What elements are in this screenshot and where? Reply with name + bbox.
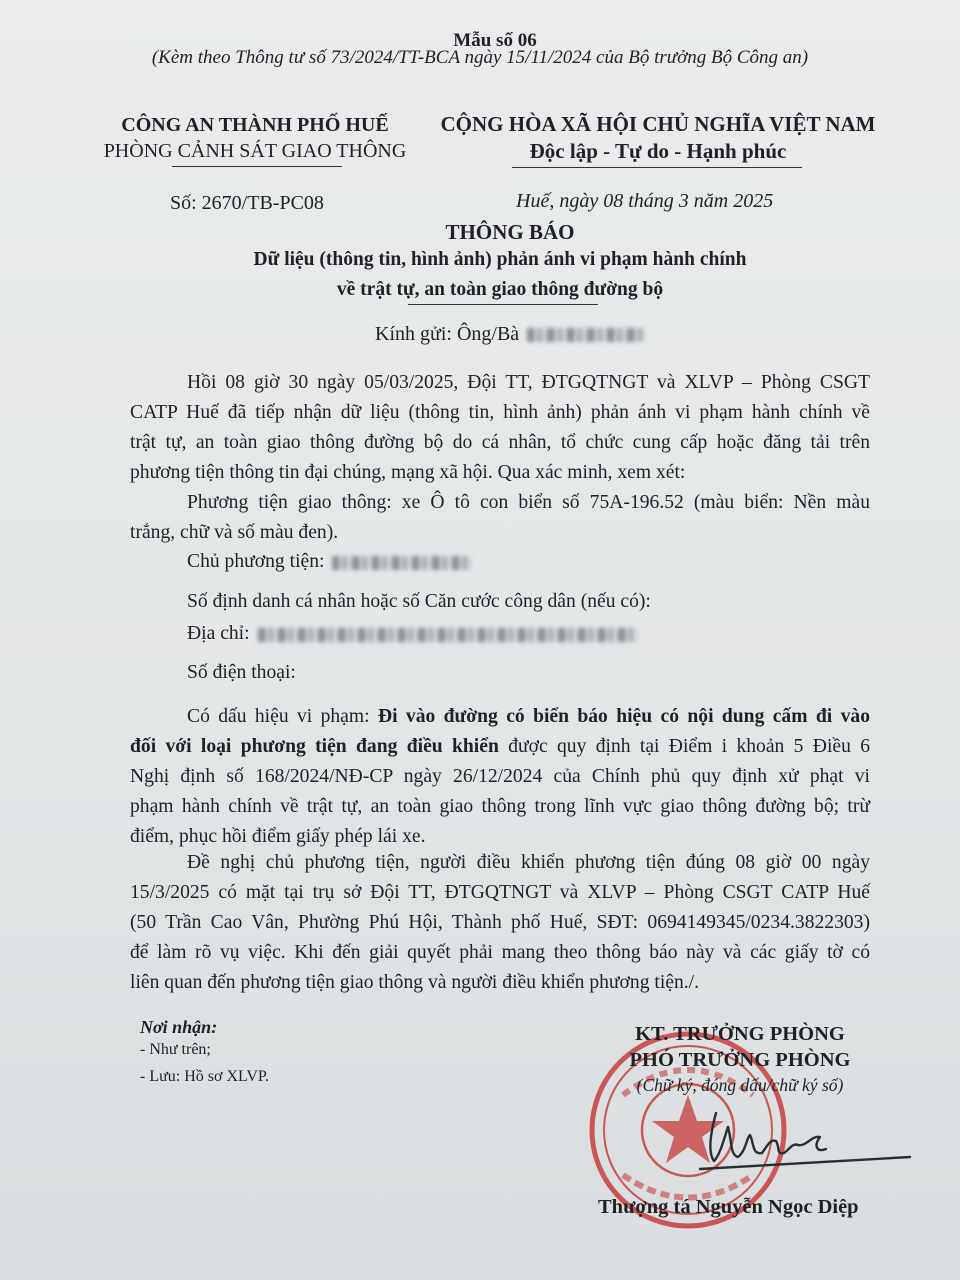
- request-paragraph: [130, 848, 870, 998]
- vehicle-paragraph: [130, 488, 870, 548]
- salutation-label: Kính gửi: Ông/Bà: [375, 323, 520, 345]
- vehicle-line: trắng, chữ và số màu đen).: [130, 522, 339, 543]
- id-field: Số định danh cá nhân hoặc số Căn cước công dân (nếu có):: [187, 591, 651, 612]
- redacted-owner: [332, 556, 472, 570]
- address-field: [187, 623, 638, 645]
- violation-paragraph: [130, 702, 870, 852]
- recipient-item: - Như trên;: [140, 1041, 211, 1058]
- issuing-department: PHÒNG CẢNH SÁT GIAO THÔNG: [103, 140, 407, 162]
- intro-line: CATP Huế đã tiếp nhận dữ liệu (thông tin, hình ảnh) phản ánh vi phạm hành chính về: [130, 402, 870, 423]
- violation-description-cont: đối với loại phương tiện đang điều khiển: [130, 736, 499, 757]
- notice-title: THÔNG BÁO: [445, 220, 575, 244]
- violation-line: điểm, phục hồi điểm giấy phép lái xe.: [130, 826, 426, 847]
- violation-line: Nghị định số 168/2024/NĐ-CP ngày 26/12/2024 của Chính phủ quy định xử phạt vi: [130, 766, 870, 787]
- signer-position: PHÓ TRƯỞNG PHÒNG: [629, 1049, 851, 1071]
- intro-paragraph: [130, 368, 870, 488]
- intro-line: trật tự, an toàn giao thông đường bộ do cá nhân, tổ chức cung cấp hoặc đăng tải trên: [130, 432, 870, 453]
- owner-label: Chủ phương tiện:: [187, 551, 325, 572]
- violation-legal-basis: được quy định tại Điểm i khoản 5 Điều 6: [498, 736, 871, 757]
- signer-title: KT. TRƯỞNG PHÒNG: [635, 1023, 845, 1045]
- handwritten-signature-icon: [680, 1095, 920, 1175]
- violation-line: [130, 732, 870, 762]
- request-line: để làm rõ vụ việc. Khi đến giải quyết phải mang theo thông báo này và các giấy tờ có: [130, 942, 870, 963]
- owner-field: [187, 551, 472, 573]
- intro-line: Hồi 08 giờ 30 ngày 05/03/2025, Đội TT, ĐTGQTNGT và XLVP – Phòng CSGT: [187, 372, 870, 393]
- form-number: Mẫu số 06: [453, 30, 537, 51]
- national-title: CỘNG HÒA XÃ HỘI CHỦ NGHĨA VIỆT NAM: [440, 112, 876, 136]
- motto-underline: [512, 167, 802, 168]
- salutation: [375, 323, 645, 346]
- agency-underline: [172, 166, 342, 167]
- vehicle-line: Phương tiện giao thông: xe Ô tô con biển số 75A-196.52 (màu biển: Nền màu: [187, 492, 870, 513]
- violation-description: Đi vào đường có biển báo hiệu có nội dung cấm đi vào: [377, 706, 871, 727]
- national-motto: Độc lập - Tự do - Hạnh phúc: [529, 139, 787, 163]
- request-line: Đề nghị chủ phương tiện, người điều khiển phương tiện đúng 08 giờ 00 ngày: [187, 852, 870, 873]
- recipient-item: - Lưu: Hồ sơ XLVP.: [140, 1068, 269, 1085]
- notice-subject-line-2: về trật tự, an toàn giao thông đường bộ: [336, 279, 664, 300]
- redacted-name: [527, 328, 645, 342]
- request-line: 15/3/2025 có mặt tại trụ sở Đội TT, ĐTGQTNGT và XLVP – Phòng CSGT CATP Huế: [130, 882, 870, 903]
- signer-name: Thượng tá Nguyễn Ngọc Diệp: [598, 1196, 859, 1218]
- violation-label: Có dấu hiệu vi phạm:: [187, 706, 378, 727]
- recipients-title: Nơi nhận:: [140, 1017, 218, 1037]
- signature-note: (Chữ ký, đóng dấu/chữ ký số): [636, 1075, 844, 1095]
- phone-field: Số điện thoại:: [187, 662, 296, 683]
- redacted-address: [258, 628, 638, 642]
- violation-line: [130, 702, 870, 732]
- request-line: (50 Trần Cao Vân, Phường Phú Hội, Thành phố Huế, SĐT: 0694149345/0234.3822303): [130, 912, 870, 933]
- request-line: liên quan đến phương tiện giao thông và người điều khiển phương tiện./.: [130, 972, 700, 993]
- address-label: Địa chỉ:: [187, 623, 250, 644]
- subject-underline: [408, 304, 598, 305]
- place-and-date: Huế, ngày 08 tháng 3 năm 2025: [516, 190, 774, 212]
- violation-line: phạm hành chính về trật tự, an toàn giao thông trong lĩnh vực giao thông đường bộ; trừ: [130, 796, 870, 817]
- document-number: Số: 2670/TB-PC08: [170, 192, 324, 214]
- notice-subject-line-1: Dữ liệu (thông tin, hình ảnh) phản ánh vi phạm hành chính: [253, 249, 747, 270]
- intro-line: phương tiện thông tin đại chúng, mạng xã hội. Qua xác minh, xem xét:: [130, 462, 686, 483]
- issuing-agency: CÔNG AN THÀNH PHỐ HUẾ: [121, 114, 389, 136]
- form-reference: (Kèm theo Thông tư số 73/2024/TT-BCA ngày 15/11/2024 của Bộ trưởng Bộ Công an): [151, 47, 809, 68]
